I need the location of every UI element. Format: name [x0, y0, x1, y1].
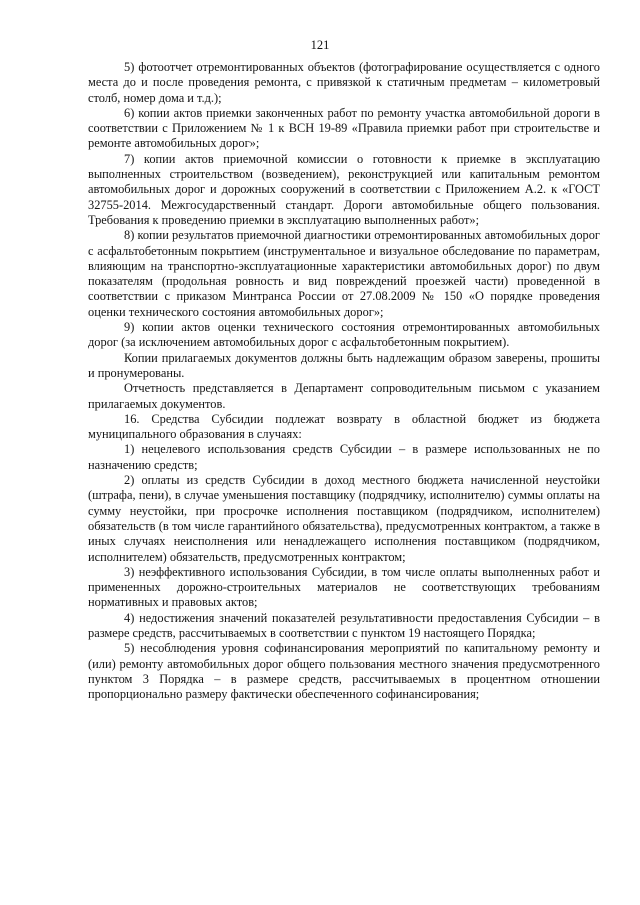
page-number: 121 [310, 38, 330, 52]
paragraph-item-5-photo-report: 5) фотоотчет отремонтированных объектов (фотографирование осуществляется с одного места до и после проведения ремонта, с привязкой к статичным предметам – километровый столб, номер дома и т.д.); [88, 60, 600, 105]
paragraph-reporting: Отчетность представляется в Департамент сопроводительным письмом с указанием прилагаемых документов. [88, 381, 600, 411]
paragraph-item-8-diagnostics: 8) копии результатов приемочной диагностики отремонтированных автомобильных дорог с асфальтобетонным покрытием (инструментальное и визуальное обследование по параметрам, влияющим на транспортно-эксплуатационные характеристики автомобильных дорог) по двум показателям (продольная ровность и вид повреждений проезжей части) проведенной в соответствии с приказом Минтранса России от 27.08.2009 № 150 «О порядке проведения оценки технического состояния автомобильных дорог»; [88, 228, 600, 319]
paragraph-section-16: 16. Средства Субсидии подлежат возврату в областной бюджет из бюджета муниципального образования в случаях: [88, 411, 600, 442]
paragraph-case-3: 3) неэффективного использования Субсидии, в том числе оплаты выполненных работ и примененных дорожно-строительных материалов не соответствующих требованиям нормативных и правовых актов; [88, 564, 600, 610]
paragraph-copies-certified: Копии прилагаемых документов должны быть надлежащим образом заверены, прошиты и пронумерованы. [88, 350, 600, 380]
paragraph-item-6-acceptance-acts: 6) копии актов приемки законченных работ по ремонту участка автомобильной дороги в соответствии с Приложением № 1 к ВСН 19-89 «Правила приемки работ при строительстве и ремонте автомобильных дорог»; [88, 105, 600, 151]
paragraph-item-7-commission-acts: 7) копии актов приемочной комиссии о готовности к приемке в эксплуатацию выполненных строительством (возведением), реконструкцией или капитальным ремонтом автомобильных дорог и дорожных сооружений в соответствии с Приложением А.2. к «ГОСТ 32755-2014. Межгосударственный стандарт. Дороги автомобильные общего пользования. Требования к проведению приемки в эксплуатацию выполненных работ»; [88, 151, 600, 227]
paragraph-item-9-condition-assessment: 9) копии актов оценки технического состояния отремонтированных автомобильных дорог (за исключением автомобильных дорог с асфальтобетонным покрытием). [88, 320, 600, 350]
paragraph-case-1: 1) нецелевого использования средств Субсидии – в размере использованных не по назначению средств; [88, 442, 600, 472]
paragraph-case-5: 5) несоблюдения уровня софинансирования мероприятий по капитальному ремонту и (или) ремонту автомобильных дорог общего пользования местного значения предусмотренного пунктом 3 Порядка – в размере средств, рассчитываемых в процентном отношении пропорционально размеру фактически обеспеченного софинансирования; [88, 641, 600, 702]
paragraph-case-4: 4) недостижения значений показателей результативности предоставления Субсидии – в размере средств, рассчитываемых в соответствии с пунктом 19 настоящего Порядка; [88, 610, 600, 640]
document-body [88, 60, 600, 702]
paragraph-case-2: 2) оплаты из средств Субсидии в доход местного бюджета начисленной неустойки (штрафа, пени), в случае уменьшения поставщику (подрядчику, исполнителю) суммы оплаты на сумму неустойки, при просрочке исполнения поставщиком (подрядчиком, исполнителем) обязательств (в том числе гарантийного обязательства), предусмотренных контрактом, а также в иных случаях неисполнения или ненадлежащего исполнения поставщиком (подрядчиком, исполнителем) обязательств, предусмотренных контрактом; [88, 473, 600, 564]
